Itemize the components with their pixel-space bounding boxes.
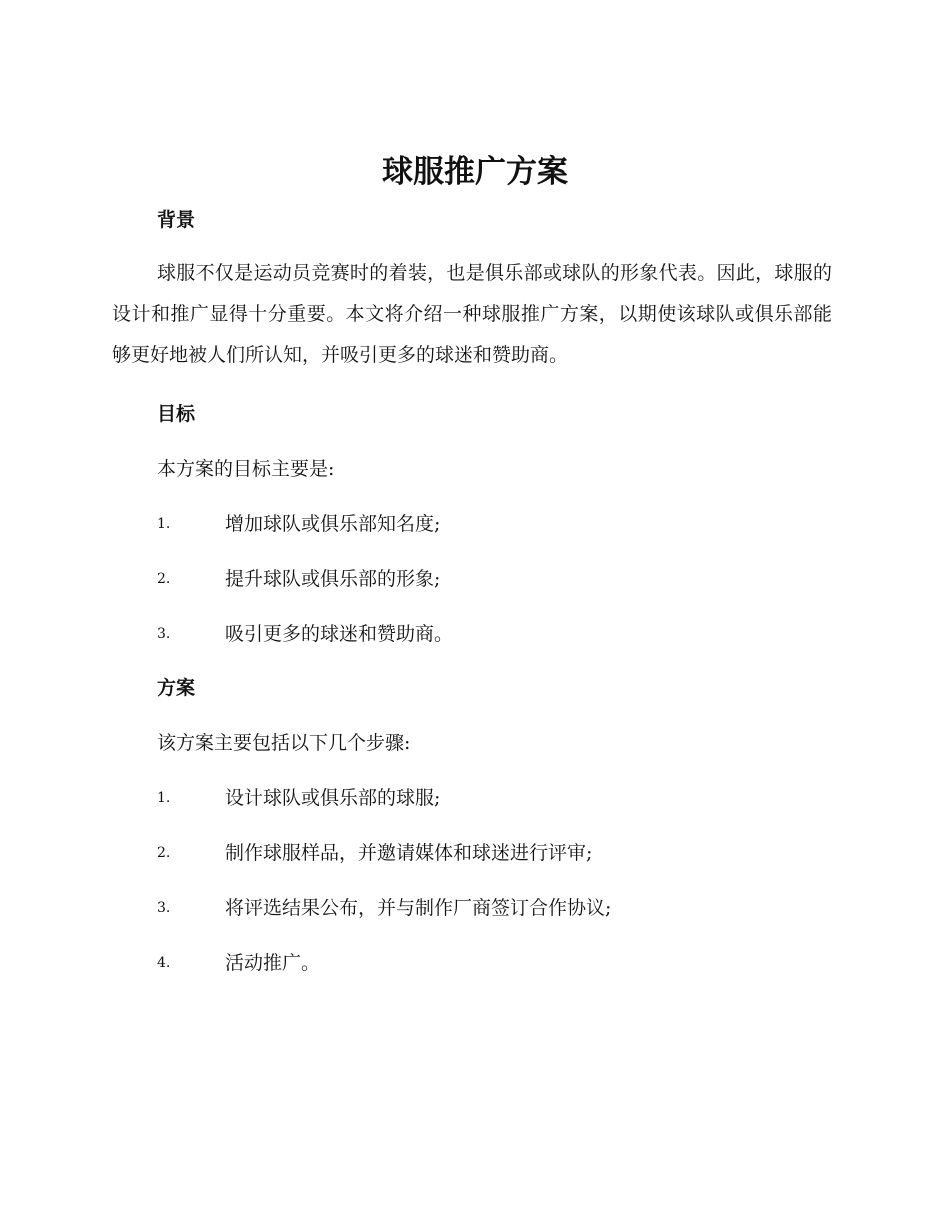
list-number: 2. [157, 571, 171, 587]
list-number: 3. [157, 626, 171, 642]
list-number: 1. [157, 516, 171, 532]
section-heading-plan: 方案 [157, 677, 196, 699]
goals-list-item [157, 510, 857, 538]
list-text: 吸引更多的球迷和赞助商。 [225, 623, 454, 645]
list-text: 活动推广。 [225, 952, 321, 974]
goals-list-item [157, 620, 857, 648]
plan-list-item [157, 894, 857, 922]
list-number: 2. [157, 845, 171, 861]
section-heading-goals: 目标 [157, 403, 196, 425]
plan-list-item [157, 839, 857, 867]
plan-intro: 该方案主要包括以下几个步骤: [157, 732, 411, 754]
section-heading-background: 背景 [157, 209, 196, 231]
document-title: 球服推广方案 [382, 154, 568, 190]
list-number: 1. [157, 790, 171, 806]
list-number: 4. [157, 955, 171, 971]
goals-list-item [157, 565, 857, 593]
background-paragraph: 球服不仅是运动员竞赛时的着装，也是俱乐部或球队的形象代表。因此，球服的设计和推广显得十分重要。本文将介绍一种球服推广方案，以期使该球队或俱乐部能够更好地被人们所认知，并吸引更多的球迷和赞助商。 [112, 262, 832, 366]
list-text: 提升球队或俱乐部的形象; [225, 568, 441, 590]
plan-list-item [157, 949, 857, 977]
list-text: 设计球队或俱乐部的球服; [225, 787, 441, 809]
goals-intro: 本方案的目标主要是: [157, 458, 335, 480]
list-text: 制作球服样品，并邀请媒体和球迷进行评审; [225, 842, 593, 864]
list-number: 3. [157, 900, 171, 916]
plan-list-item [157, 784, 857, 812]
list-text: 将评选结果公布，并与制作厂商签订合作协议; [225, 897, 612, 919]
list-text: 增加球队或俱乐部知名度; [225, 513, 441, 535]
